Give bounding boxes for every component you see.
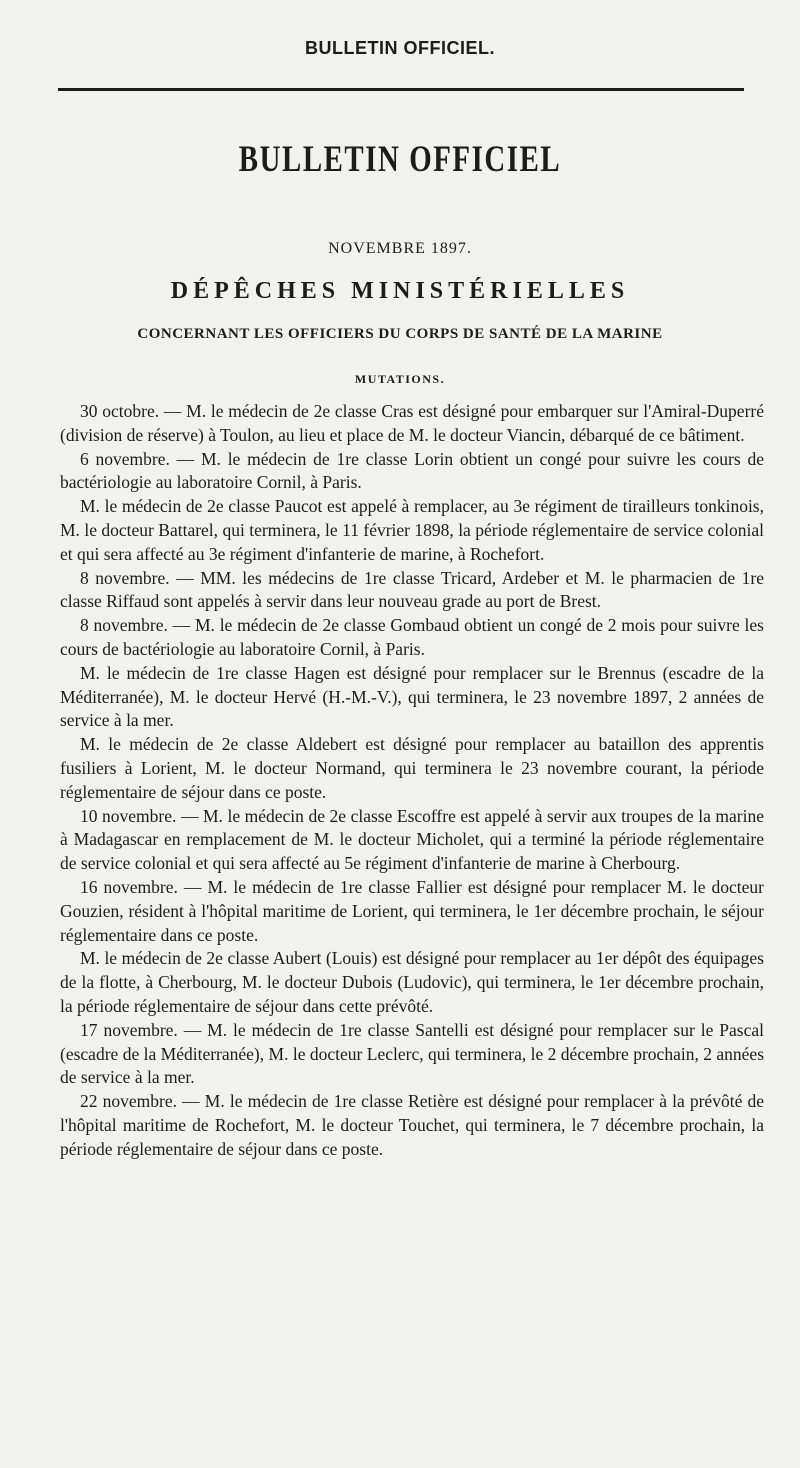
paragraph: 6 novembre. — M. le médecin de 1re classe Lorin obtient un congé pour suivre les cours de bactériologie au laboratoire Cornil, à Paris. bbox=[60, 448, 764, 493]
paragraph: M. le médecin de 2e classe Paucot est appelé à remplacer, au 3e régiment de tirailleurs tonkinois, M. le docteur Battarel, qui terminera, le 11 février 1898, la période réglementaire de service colonial et qui sera affecté au 3e régiment d'infanterie de marine, à Rochefort. bbox=[60, 496, 764, 564]
section-title: DÉPÊCHES MINISTÉRIELLES bbox=[170, 278, 630, 304]
paragraph: 10 novembre. — M. le médecin de 2e classe Escoffre est appelé à servir aux troupes de la marine à Madagascar en remplacement de M. le docteur Micholet, qui a terminé la période réglementaire de service colonial et qui sera affecté au 5e régiment d'infanterie de marine à Cherbourg. bbox=[60, 805, 764, 874]
paragraph: M. le médecin de 2e classe Aubert (Louis) est désigné pour remplacer au 1er dépôt des équipages de la flotte, à Cherbourg, M. le docteur Dubois (Ludovic), qui terminera, le 1er décembre prochain, la période réglementaire de séjour dans cette prévôté. bbox=[60, 948, 764, 1016]
running-head: BULLETIN OFFICIEL. bbox=[305, 38, 495, 58]
subtitle: CONCERNANT LES OFFICIERS DU CORPS DE SANTÉ DE LA MARINE bbox=[137, 326, 663, 342]
header-rule bbox=[58, 88, 744, 91]
mutations-heading: MUTATIONS. bbox=[354, 372, 446, 386]
paragraph: M. le médecin de 1re classe Hagen est désigné pour remplacer sur le Brennus (escadre de la Méditerranée), M. le docteur Hervé (H.-M.-V.), qui terminera, le 23 novembre 1897, 2 années de service à la mer. bbox=[60, 662, 764, 731]
paragraph: 30 octobre. — M. le médecin de 2e classe Cras est désigné pour embarquer sur l'Amiral-Duperré (division de réserve) à Toulon, au lieu et place de M. le docteur Viancin, débarqué de ce bâtiment. bbox=[60, 401, 764, 445]
paragraph: M. le médecin de 2e classe Aldebert est désigné pour remplacer au bataillon des apprentis fusiliers à Lorient, M. le docteur Normand, qui terminera le 23 novembre courant, la période réglementaire de séjour dans ce poste. bbox=[60, 734, 764, 802]
paragraph: 8 novembre. — M. le médecin de 2e classe Gombaud obtient un congé de 2 mois pour suivre les cours de bactériologie au laboratoire Cornil, à Paris. bbox=[60, 615, 764, 659]
bulletin-title: BULLETIN OFFICIEL bbox=[238, 139, 562, 180]
paragraph: 17 novembre. — M. le médecin de 1re classe Santelli est désigné pour remplacer sur le Pascal (escadre de la Méditerranée), M. le docteur Leclerc, qui terminera, le 2 décembre prochain, 2 années de service à la mer. bbox=[60, 1019, 764, 1088]
article-body bbox=[60, 400, 764, 1162]
paragraph: 22 novembre. — M. le médecin de 1re classe Retière est désigné pour remplacer à la prévôté de l'hôpital maritime de Rochefort, M. le docteur Touchet, qui terminera, le 7 décembre prochain, la période réglementaire de séjour dans ce poste. bbox=[60, 1091, 764, 1159]
date-line: NOVEMBRE 1897. bbox=[328, 240, 472, 257]
paragraph: 16 novembre. — M. le médecin de 1re classe Fallier est désigné pour remplacer M. le docteur Gouzien, résident à l'hôpital maritime de Lorient, qui terminera, le 1er décembre prochain, le séjour réglementaire dans ce poste. bbox=[60, 876, 764, 945]
paragraph: 8 novembre. — MM. les médecins de 1re classe Tricard, Ardeber et M. le pharmacien de 1re classe Riffaud sont appelés à servir dans leur nouveau grade au port de Brest. bbox=[60, 567, 764, 612]
